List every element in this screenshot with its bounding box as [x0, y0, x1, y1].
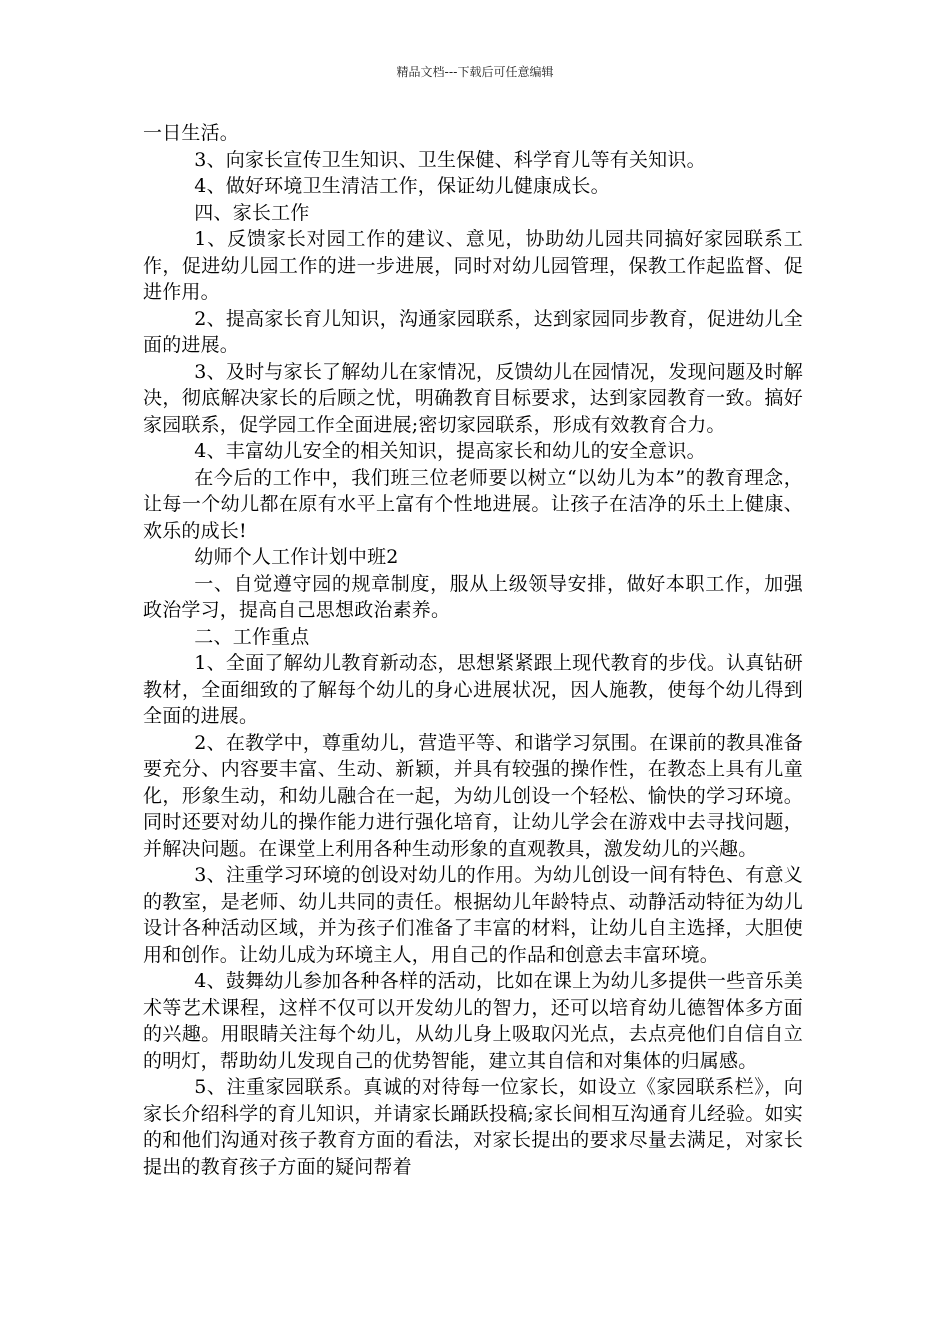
paragraph: 一、自觉遵守园的规章制度，服从上级领导安排，做好本职工作，加强政治学习，提高自己思想政治素养。 — [143, 572, 803, 621]
document-title: 幼师个人工作计划中班2 — [194, 546, 399, 568]
paragraph: 3、注重学习环境的创设对幼儿的作用。为幼儿创设一间有特色、有意义的教室，是老师、幼儿共同的责任。根据幼儿年龄特点、动静活动特征为幼儿设计各种活动区域，并为孩子们准备了丰富的材料，让幼儿自主选择，大胆使用和创作。让幼儿成为环境主人，用自己的作品和创意去丰富环境。 — [143, 864, 803, 966]
paragraph: 3、及时与家长了解幼儿在家情况，反馈幼儿在园情况，发现问题及时解决，彻底解决家长的后顾之忧，明确教育目标要求，达到家园教育一致。搞好家园联系，促学园工作全面进展;密切家园联系，形成有效教育合力。 — [143, 360, 803, 436]
paragraph: 4、丰富幼儿安全的相关知识，提高家长和幼儿的安全意识。 — [194, 440, 706, 462]
paragraph: 一日生活。 — [143, 122, 240, 144]
paragraph: 5、注重家园联系。真诚的对待每一位家长，如设立《家园联系栏》，向家长介绍科学的育儿知识，并请家长踊跃投稿;家长间相互沟通育儿经验。如实的和他们沟通对孩子教育方面的看法，对家长提出的要求尽量去满足，对家长提出的教育孩子方面的疑问帮着 — [143, 1076, 803, 1178]
paragraph: 3、向家长宣传卫生知识、卫生保健、科学育儿等有关知识。 — [194, 148, 706, 171]
paragraph: 在今后的工作中，我们班三位老师要以树立“以幼儿为本”的教育理念，让每一个幼儿都在原有水平上富有个性地进展。让孩子在洁净的乐土上健康、欢乐的成长! — [143, 466, 803, 542]
paragraph: 2、提高家长育儿知识，沟通家园联系，达到家园同步教育，促进幼儿全面的进展。 — [143, 307, 803, 356]
document-body — [143, 120, 803, 1180]
paragraph: 2、在教学中，尊重幼儿，营造平等、和谐学习氛围。在课前的教具准备要充分、内容要丰富、生动、新颖，并具有较强的操作性，在教态上具有儿童化，形象生动，和幼儿融合在一起，为幼儿创设一个轻松、愉快的学习环境。同时还要对幼儿的操作能力进行强化培育，让幼儿学会在游戏中去寻找问题，并解决问题。在课堂上利用各种生动形象的直观教具，激发幼儿的兴趣。 — [143, 731, 803, 860]
page-header: 精品文档---下载后可任意编辑 — [396, 65, 554, 79]
paragraph: 1、反馈家长对园工作的建议、意见，协助幼儿园共同搞好家园联系工作，促进幼儿园工作的进一步进展，同时对幼儿园管理，保教工作起监督、促进作用。 — [143, 228, 803, 303]
paragraph: 4、鼓舞幼儿参加各种各样的活动，比如在课上为幼儿多提供一些音乐美术等艺术课程，这样不仅可以开发幼儿的智力，还可以培育幼儿德智体多方面的兴趣。用眼睛关注每个幼儿，从幼儿身上吸取闪光点，去点亮他们自信自立的明灯，帮助幼儿发现自己的优势智能，建立其自信和对集体的归属感。 — [143, 970, 803, 1072]
section-heading: 二、工作重点 — [194, 625, 310, 648]
paragraph: 1、全面了解幼儿教育新动态，思想紧紧跟上现代教育的步伐。认真钻研教材，全面细致的了解每个幼儿的身心进展状况，因人施教，使每个幼儿得到全面的进展。 — [143, 652, 803, 727]
paragraph: 4、做好环境卫生清洁工作，保证幼儿健康成长。 — [194, 175, 610, 197]
section-heading: 四、家长工作 — [194, 201, 310, 224]
